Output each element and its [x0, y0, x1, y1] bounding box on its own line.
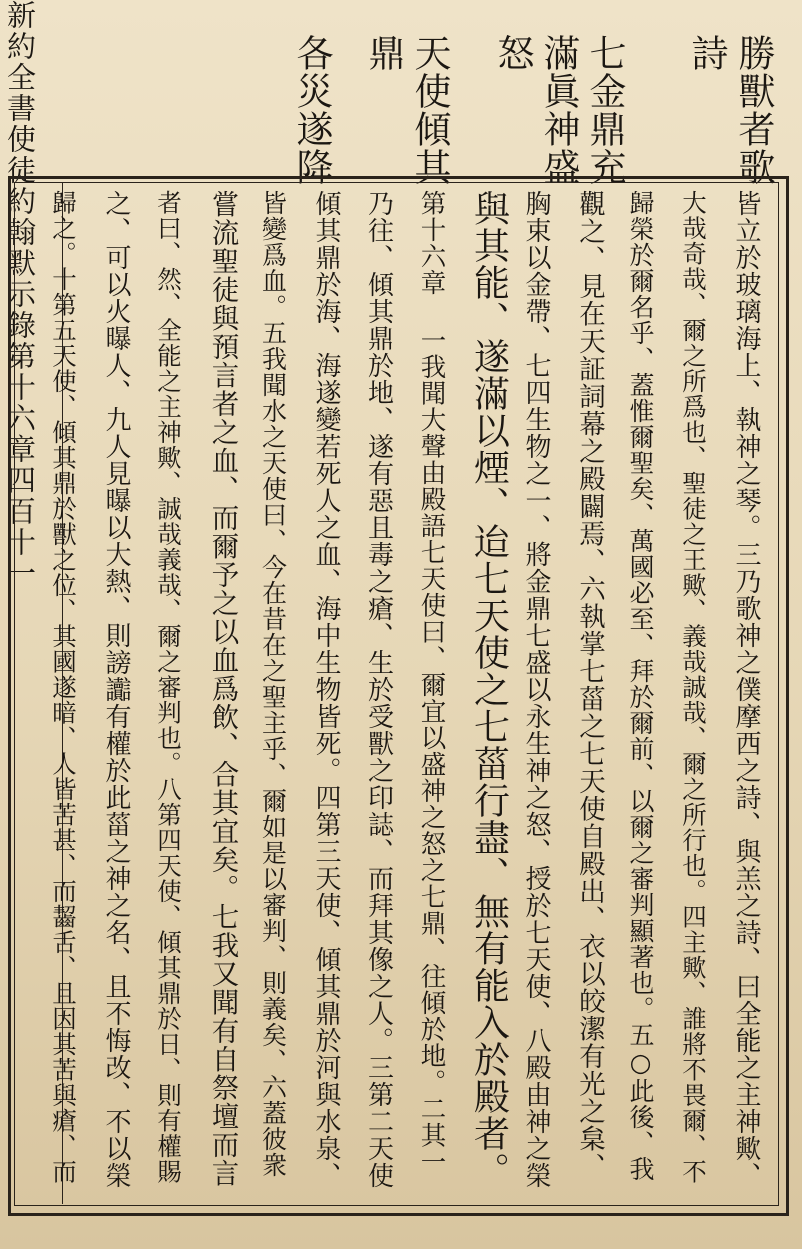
text-column: 第十六章 一我聞大聲由殿語七天使曰、爾宜以盛神之怒之七鼎、往傾於地。二其一 — [416, 190, 447, 1175]
header-column: 詩 — [685, 34, 728, 72]
header-column: 天使傾其 — [408, 34, 451, 186]
text-column: 乃往、傾其鼎於地、遂有惡且毒之瘡、生於受獸之印誌、而拜其像之人。三第二天使 — [363, 190, 394, 1189]
text-column: 觀之、見在天証詞幕之殿闢焉、六執掌七菑之七天使自殿出、衣以皎潔有光之枲、 — [574, 190, 605, 1180]
text-column: 胸束以金帶、七四生物之一、將金鼎七盛以永生神之怒、授於七天使、八殿由神之榮 — [521, 190, 551, 1189]
header-column: 鼎 — [362, 34, 405, 72]
text-column: 皆立於玻璃海上、執神之琴。三乃歌神之僕摩西之詩、與羔之詩、曰全能之主神歟、 — [731, 190, 761, 1189]
text-column: 歸之。十第五天使、傾其鼎於獸之位、其國遂暗、人皆苦甚、而齧舌、且因其苦與瘡、而 — [49, 190, 78, 1185]
text-column: 傾其鼎於海、海遂變若死人之血、海中生物皆死。四第三天使、傾其鼎於河與水泉、 — [311, 190, 341, 1189]
text-column: 與其能、遂滿以煙、迨七天使之七菑行盡、無有能入於殿者。 — [468, 190, 510, 1189]
text-column: 嘗流聖徒與預言者之血、而爾予之以血爲飲、合其宜矣。七我又聞有自祭壇而言 — [206, 190, 239, 1188]
text-column: 之、可以火曝人、九人見曝以大熱、則謗讟有權於此菑之神之名、且不悔改、不以榮 — [101, 190, 131, 1189]
book-title: 新約全書 — [3, 0, 37, 124]
header-column: 各災遂降 — [290, 34, 333, 186]
text-column: 皆變爲血。五我聞水之天使曰、今在昔在之聖主乎、爾如是以審判、則義矣、六蓋彼衆 — [258, 190, 288, 1178]
text-column: 大哉奇哉、爾之所爲也、聖徒之王歟、義哉誠哉、爾之所行也。四主歟、誰將不畏爾、不 — [679, 190, 708, 1185]
header-column: 怒 — [491, 34, 534, 72]
chapter-label: 第十六章 — [3, 341, 37, 465]
page-number: 四百十一 — [3, 465, 37, 589]
text-column: 歸榮於爾名乎、蓋惟爾聖矣、萬國必至、拜於爾前、以爾之審判顯著也。五○此後、我 — [626, 190, 655, 1182]
book-subtitle: 使徒約翰默示錄 — [3, 124, 37, 341]
text-column: 者曰、然、全能之主神歟、誠哉義哉、爾之審判也。八第四天使、傾其鼎於日、則有權賜 — [154, 190, 183, 1185]
header-column: 滿眞神盛 — [537, 34, 580, 186]
header-column: 七金鼎充 — [583, 34, 626, 186]
header-column: 勝獸者歌 — [732, 34, 775, 186]
